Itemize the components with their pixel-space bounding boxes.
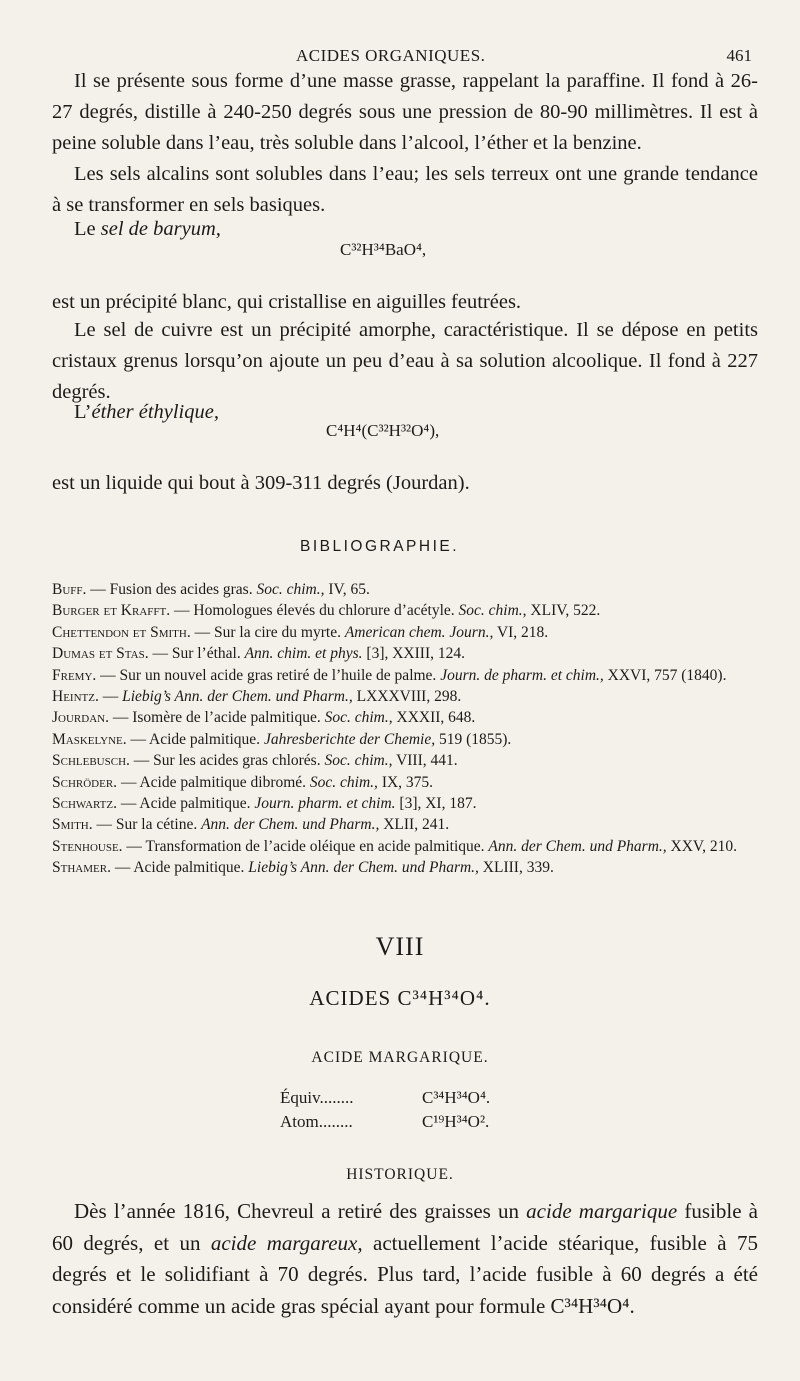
atom-formula: C¹⁹H³⁴O².: [422, 1112, 490, 1131]
bibliography-title: BIBLIOGRAPHIE.: [300, 538, 460, 555]
bib-author: Schlebusch.: [52, 752, 130, 770]
bib-author: Jourdan.: [52, 709, 109, 727]
bibliography-entry: [52, 643, 772, 664]
bibliography-entry: [52, 793, 772, 814]
bib-author: Heintz.: [52, 688, 99, 706]
bib-title: — Sur la cire du myrte.: [190, 623, 345, 641]
hist-text-3: actuellement l’acide stéarique, fusible à 75 degrés et le solidifiant à 70 degrés. Plus tard, l’acide fusible à 60 degrés a été considéré comme un acide gras spécial ayant pour formule C³⁴H³⁴O⁴.: [52, 1230, 758, 1318]
bib-title: — Sur un nouvel acide gras retiré de l’huile de palme.: [96, 666, 441, 684]
bib-journal: Ann. der Chem. und Pharm.,: [201, 816, 380, 834]
bib-title: — Fusion des acides gras.: [86, 581, 257, 598]
bib-title: — Acide palmitique.: [126, 730, 264, 748]
bib-author: Schröder.: [52, 773, 118, 791]
baryum-formula: C³²H³⁴BaO⁴,: [340, 240, 427, 259]
bib-journal: Soc. chim.,: [458, 602, 527, 620]
baryum-intro: Le: [74, 218, 101, 240]
page-number: 461: [726, 46, 752, 65]
equiv-label: Équiv........: [280, 1088, 354, 1107]
ether-italic: éther éthylique,: [91, 401, 219, 423]
bibliography-entry: [52, 857, 772, 878]
bib-ref: [3], XI, 187.: [395, 795, 477, 813]
bib-author: Burger et Krafft.: [52, 602, 171, 620]
atom-row: [280, 1110, 490, 1134]
bib-journal: Soc. chim.,: [309, 773, 378, 791]
bibliography-entry: [52, 665, 772, 686]
equiv-row: [280, 1086, 490, 1110]
bib-author: Schwartz.: [52, 795, 117, 813]
bib-ref: XXXII, 648.: [392, 709, 476, 727]
historique-title: HISTORIQUE.: [346, 1166, 454, 1183]
bib-author: Buff.: [52, 581, 87, 598]
bibliography-entry: [52, 750, 772, 771]
bib-title: — Transformation de l’acide oléique en acide palmitique.: [122, 837, 489, 855]
bib-author: Sthamer.: [52, 859, 111, 877]
bib-ref: [3], XXIII, 124.: [362, 645, 465, 663]
bibliography-entry: [52, 772, 772, 793]
bib-journal: Jahresberichte der Chemie,: [263, 730, 436, 748]
atom-label: Atom........: [280, 1112, 353, 1131]
paragraph-ether-boil: est un liquide qui bout à 309-311 degrés (Jourdan).: [52, 472, 470, 494]
bibliography-entry: [52, 729, 772, 750]
bibliography-entry: [52, 600, 772, 621]
bib-title: — Acide palmitique.: [110, 859, 249, 877]
section-number: VIII: [375, 932, 425, 961]
bib-title: — Acide palmitique dibromé.: [117, 773, 310, 791]
baryum-italic: sel de baryum,: [100, 218, 221, 240]
paragraph-precipitate: est un précipité blanc, qui cristallise en aiguilles feutrées.: [52, 291, 522, 313]
bib-journal: Liebig’s Ann. der Chem. und Pharm.,: [122, 688, 353, 706]
bibliography-list: [52, 579, 772, 879]
bib-title: — Sur l’éthal.: [148, 645, 245, 663]
hist-italic-1: acide margarique: [526, 1199, 678, 1223]
bib-author: Fremy.: [52, 666, 97, 684]
bib-journal: Journ. pharm. et chim.: [254, 795, 396, 813]
paragraph-properties: Il se présente sous forme d’une masse grasse, rappelant la paraffine. Il fond à 26-27 degrés, distille à 240-250 degrés sous une pression de 80-90 millimètres. Il est à peine soluble dans l’eau, très soluble dans l’alcool, l’éther et la benzine.: [52, 70, 758, 154]
bib-journal: Soc. chim.,: [256, 581, 325, 598]
bib-author: Maskelyne.: [52, 730, 127, 748]
bib-author: Stenhouse.: [52, 837, 123, 855]
bib-ref: IV, 65.: [324, 581, 370, 598]
bib-author: Dumas et Stas.: [52, 645, 149, 663]
bibliography-entry: [52, 707, 772, 728]
bib-title: — Sur les acides gras chlorés.: [129, 752, 325, 770]
bib-journal: Ann. der Chem. und Pharm.,: [488, 837, 667, 855]
bibliography-entry: [52, 814, 772, 835]
bib-title: — Homologues élevés du chlorure d’acétyle.: [170, 602, 459, 620]
bib-journal: Journ. de pharm. et chim.,: [440, 666, 604, 684]
bib-author: Smith.: [52, 816, 93, 834]
paragraph-salts: Les sels alcalins sont solubles dans l’eau; les sels terreux ont une grande tendance à se transformer en sels basiques.: [52, 163, 758, 216]
bib-title: — Sur la cétine.: [92, 816, 202, 834]
bib-journal: Ann. chim. et phys.: [244, 645, 363, 663]
bib-journal: Soc. chim.,: [324, 709, 393, 727]
equivalence-table: [280, 1086, 490, 1134]
bib-ref: XXV, 210.: [666, 837, 738, 855]
bib-ref: XXVI, 757 (1840).: [603, 666, 727, 684]
bib-ref: XLIII, 339.: [478, 859, 554, 877]
bib-title: —: [98, 688, 123, 706]
ether-formula: C⁴H⁴(C³²H³²O⁴),: [326, 421, 440, 440]
bib-ref: LXXXVIII, 298.: [352, 688, 462, 706]
bib-ref: VIII, 441.: [392, 752, 458, 770]
hist-text-1: Dès l’année 1816, Chevreul a retiré des graisses un: [74, 1199, 527, 1223]
equiv-formula: C³⁴H³⁴O⁴.: [422, 1088, 491, 1107]
subsection-title: ACIDE MARGARIQUE.: [311, 1049, 489, 1066]
paragraph-copper-salt: Le sel de cuivre est un précipité amorphe, caractéristique. Il se dépose en petits cristaux grenus lorsqu’on ajoute un peu d’eau à sa solution alcoolique. Il fond à 227 degrés.: [52, 319, 758, 403]
bib-ref: VI, 218.: [493, 623, 549, 641]
bibliography-entry: [52, 579, 772, 600]
bibliography-entry: [52, 686, 772, 707]
bib-ref: IX, 375.: [377, 773, 434, 791]
bib-journal: Liebig’s Ann. der Chem. und Pharm.,: [248, 859, 479, 877]
bib-title: — Isomère de l’acide palmitique.: [108, 709, 325, 727]
bib-ref: XLIV, 522.: [526, 602, 601, 620]
bib-ref: 519 (1855).: [435, 730, 512, 748]
bibliography-entry: [52, 622, 772, 643]
paragraph-historique: [52, 1196, 758, 1322]
bib-journal: American chem. Journ.,: [344, 623, 494, 641]
bib-journal: Soc. chim.,: [324, 752, 393, 770]
section-title: ACIDES C³⁴H³⁴O⁴.: [309, 986, 491, 1010]
hist-italic-2: acide margareux,: [210, 1230, 363, 1255]
bib-ref: XLII, 241.: [379, 816, 450, 834]
bib-author: Chettendon et Smith.: [52, 623, 191, 641]
ether-prefix: L’: [74, 401, 92, 423]
running-title: ACIDES ORGANIQUES.: [296, 46, 486, 65]
hist-text-2: fusible à 60 degrés, et un: [52, 1199, 758, 1255]
bibliography-entry: [52, 836, 772, 857]
bib-title: — Acide palmitique.: [117, 795, 255, 813]
